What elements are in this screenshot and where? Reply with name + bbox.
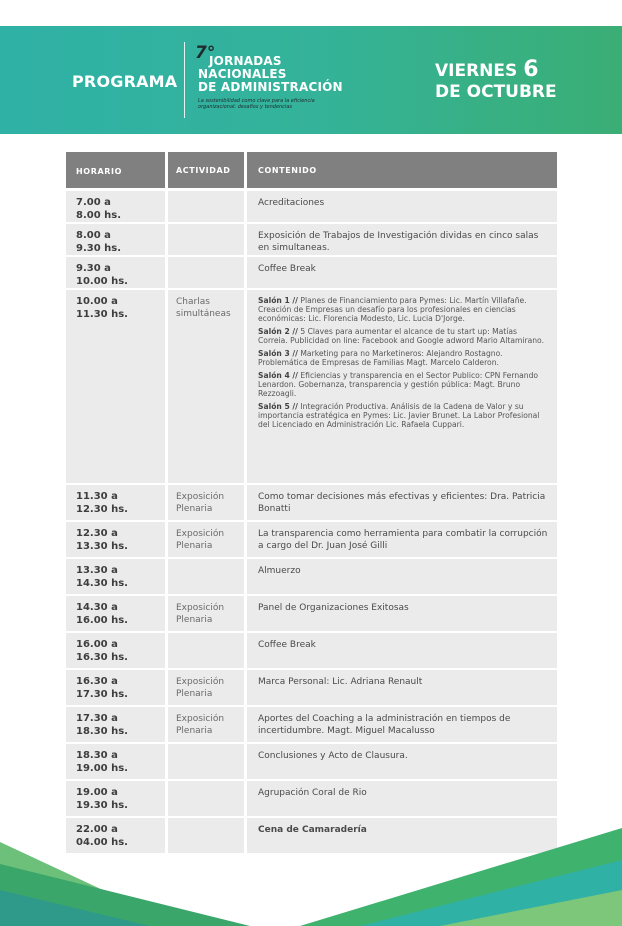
day-name: VIERNES: [435, 61, 518, 81]
logo-tagline: La sostenibilidad como clave para la eficiencia organizacional: desafíos y tendencias: [198, 98, 315, 110]
table-row: [66, 485, 557, 520]
actividad-cell: Exposición Plenaria: [168, 707, 244, 742]
column-header-actividad: ACTIVIDAD: [168, 152, 244, 188]
contenido-cell: Coffee Break: [247, 633, 557, 668]
actividad-cell: [168, 224, 244, 255]
actividad-cell: [168, 191, 244, 222]
column-header-contenido: CONTENIDO: [247, 152, 557, 188]
contenido-cell: Marca Personal: Lic. Adriana Renault: [247, 670, 557, 705]
table-header: [66, 152, 557, 188]
header-divider: [184, 42, 185, 118]
table-row: [66, 257, 557, 288]
horario-cell: 7.00 a 8.00 hs.: [66, 191, 165, 222]
contenido-cell: Panel de Organizaciones Exitosas: [247, 596, 557, 631]
horario-cell: 17.30 a 18.30 hs.: [66, 707, 165, 742]
contenido-cell: Aportes del Coaching a la administración en tiempos de incertidumbre. Magt. Miguel Macalusso: [247, 707, 557, 742]
actividad-cell: [168, 559, 244, 594]
column-header-horario: HORARIO: [66, 152, 165, 188]
actividad-cell: [168, 744, 244, 779]
horario-cell: 16.30 a 17.30 hs.: [66, 670, 165, 705]
table-row-charlas: [66, 290, 557, 483]
salon-1: Salón 1 // Planes de Financiamiento para Pymes: Lic. Martín Villafañe. Creación de Empresas un desafío para los profesionales en ciencias económicas: Lic. Florencia Modesto, Lic. Lucia D'Jorge.: [258, 296, 527, 323]
contenido-cell: Coffee Break: [247, 257, 557, 288]
contenido-cell: Agrupación Coral de Rio: [247, 781, 557, 816]
table-row: [66, 707, 557, 742]
contenido-cell: La transparencia como herramienta para combatir la corrupción a cargo del Dr. Juan José Gilli: [247, 522, 557, 557]
header-banner: [0, 26, 622, 134]
contenido-cell: Cena de Camaradería: [247, 818, 557, 853]
salon-4: Salón 4 // Eficiencias y transparencia en el Sector Publico: CPN Fernando Lenardon. Gobernanza, transparencia y gestión pública: Magt. Bruno Rezzoagli.: [258, 371, 539, 398]
horario-cell: 22.00 a 04.00 hs.: [66, 818, 165, 853]
event-date: [435, 59, 557, 103]
horario-cell: 14.30 a 16.00 hs.: [66, 596, 165, 631]
contenido-cell: Acreditaciones: [247, 191, 557, 222]
logo-number: 7°: [195, 43, 216, 63]
salon-3: Salón 3 // Marketing para no Marketineros: Alejandro Rostagno. Problemática de Empresas de Familias Magt. Marcelo Calderon.: [258, 349, 503, 367]
logo-line-2: NACIONALES: [198, 67, 287, 81]
salon-5: Salón 5 // Integración Productiva. Análisis de la Cadena de Valor y su importancia estratégica en Pymes: Lic. Javier Brunet. La Labor Profesional del Licenciado en Administración Lic. Rafaela Cuppari.: [258, 402, 540, 429]
horario-cell: 16.00 a 16.30 hs.: [66, 633, 165, 668]
logo-line-3: DE ADMINISTRACIÓN: [198, 80, 343, 94]
actividad-cell: Exposición Plenaria: [168, 670, 244, 705]
actividad-cell: [168, 781, 244, 816]
logo-line-1: JORNADAS: [209, 54, 282, 68]
table-row: [66, 224, 557, 255]
month-label: DE OCTUBRE: [435, 82, 557, 102]
table-row: [66, 522, 557, 557]
horario-cell: 8.00 a 9.30 hs.: [66, 224, 165, 255]
table-row: [66, 744, 557, 779]
table-row: [66, 781, 557, 816]
horario-cell: 18.30 a 19.00 hs.: [66, 744, 165, 779]
actividad-cell: Exposición Plenaria: [168, 522, 244, 557]
contenido-cell: Conclusiones y Acto de Clausura.: [247, 744, 557, 779]
actividad-cell: Exposición Plenaria: [168, 485, 244, 520]
contenido-cell: Exposición de Trabajos de Investigación dividas en cinco salas en simultaneas.: [247, 224, 557, 255]
salones-list: [247, 290, 557, 483]
actividad-cell: Charlas simultáneas: [168, 290, 244, 483]
horario-cell: 9.30 a 10.00 hs.: [66, 257, 165, 288]
day-number: 6: [523, 57, 539, 82]
horario-cell: 11.30 a 12.30 hs.: [66, 485, 165, 520]
table-row: [66, 596, 557, 631]
salon-2: Salón 2 // 5 Claves para aumentar el alcance de tu start up: Matías Correia. Publicidad on line: Facebook and Google adword Mario Altamirano.: [258, 327, 544, 345]
actividad-cell: [168, 257, 244, 288]
horario-cell: 19.00 a 19.30 hs.: [66, 781, 165, 816]
horario-cell: 13.30 a 14.30 hs.: [66, 559, 165, 594]
horario-cell: 12.30 a 13.30 hs.: [66, 522, 165, 557]
actividad-cell: Exposición Plenaria: [168, 596, 244, 631]
programa-title: PROGRAMA: [72, 72, 178, 91]
actividad-cell: [168, 633, 244, 668]
contenido-cell: Almuerzo: [247, 559, 557, 594]
table-row: [66, 559, 557, 594]
table-row: [66, 670, 557, 705]
schedule-table: [66, 152, 557, 855]
table-row: [66, 633, 557, 668]
contenido-cell: Como tomar decisiones más efectivas y eficientes: Dra. Patricia Bonatti: [247, 485, 557, 520]
table-row: [66, 191, 557, 222]
horario-cell: 10.00 a 11.30 hs.: [66, 290, 165, 483]
green-wave-decoration: [0, 820, 622, 926]
